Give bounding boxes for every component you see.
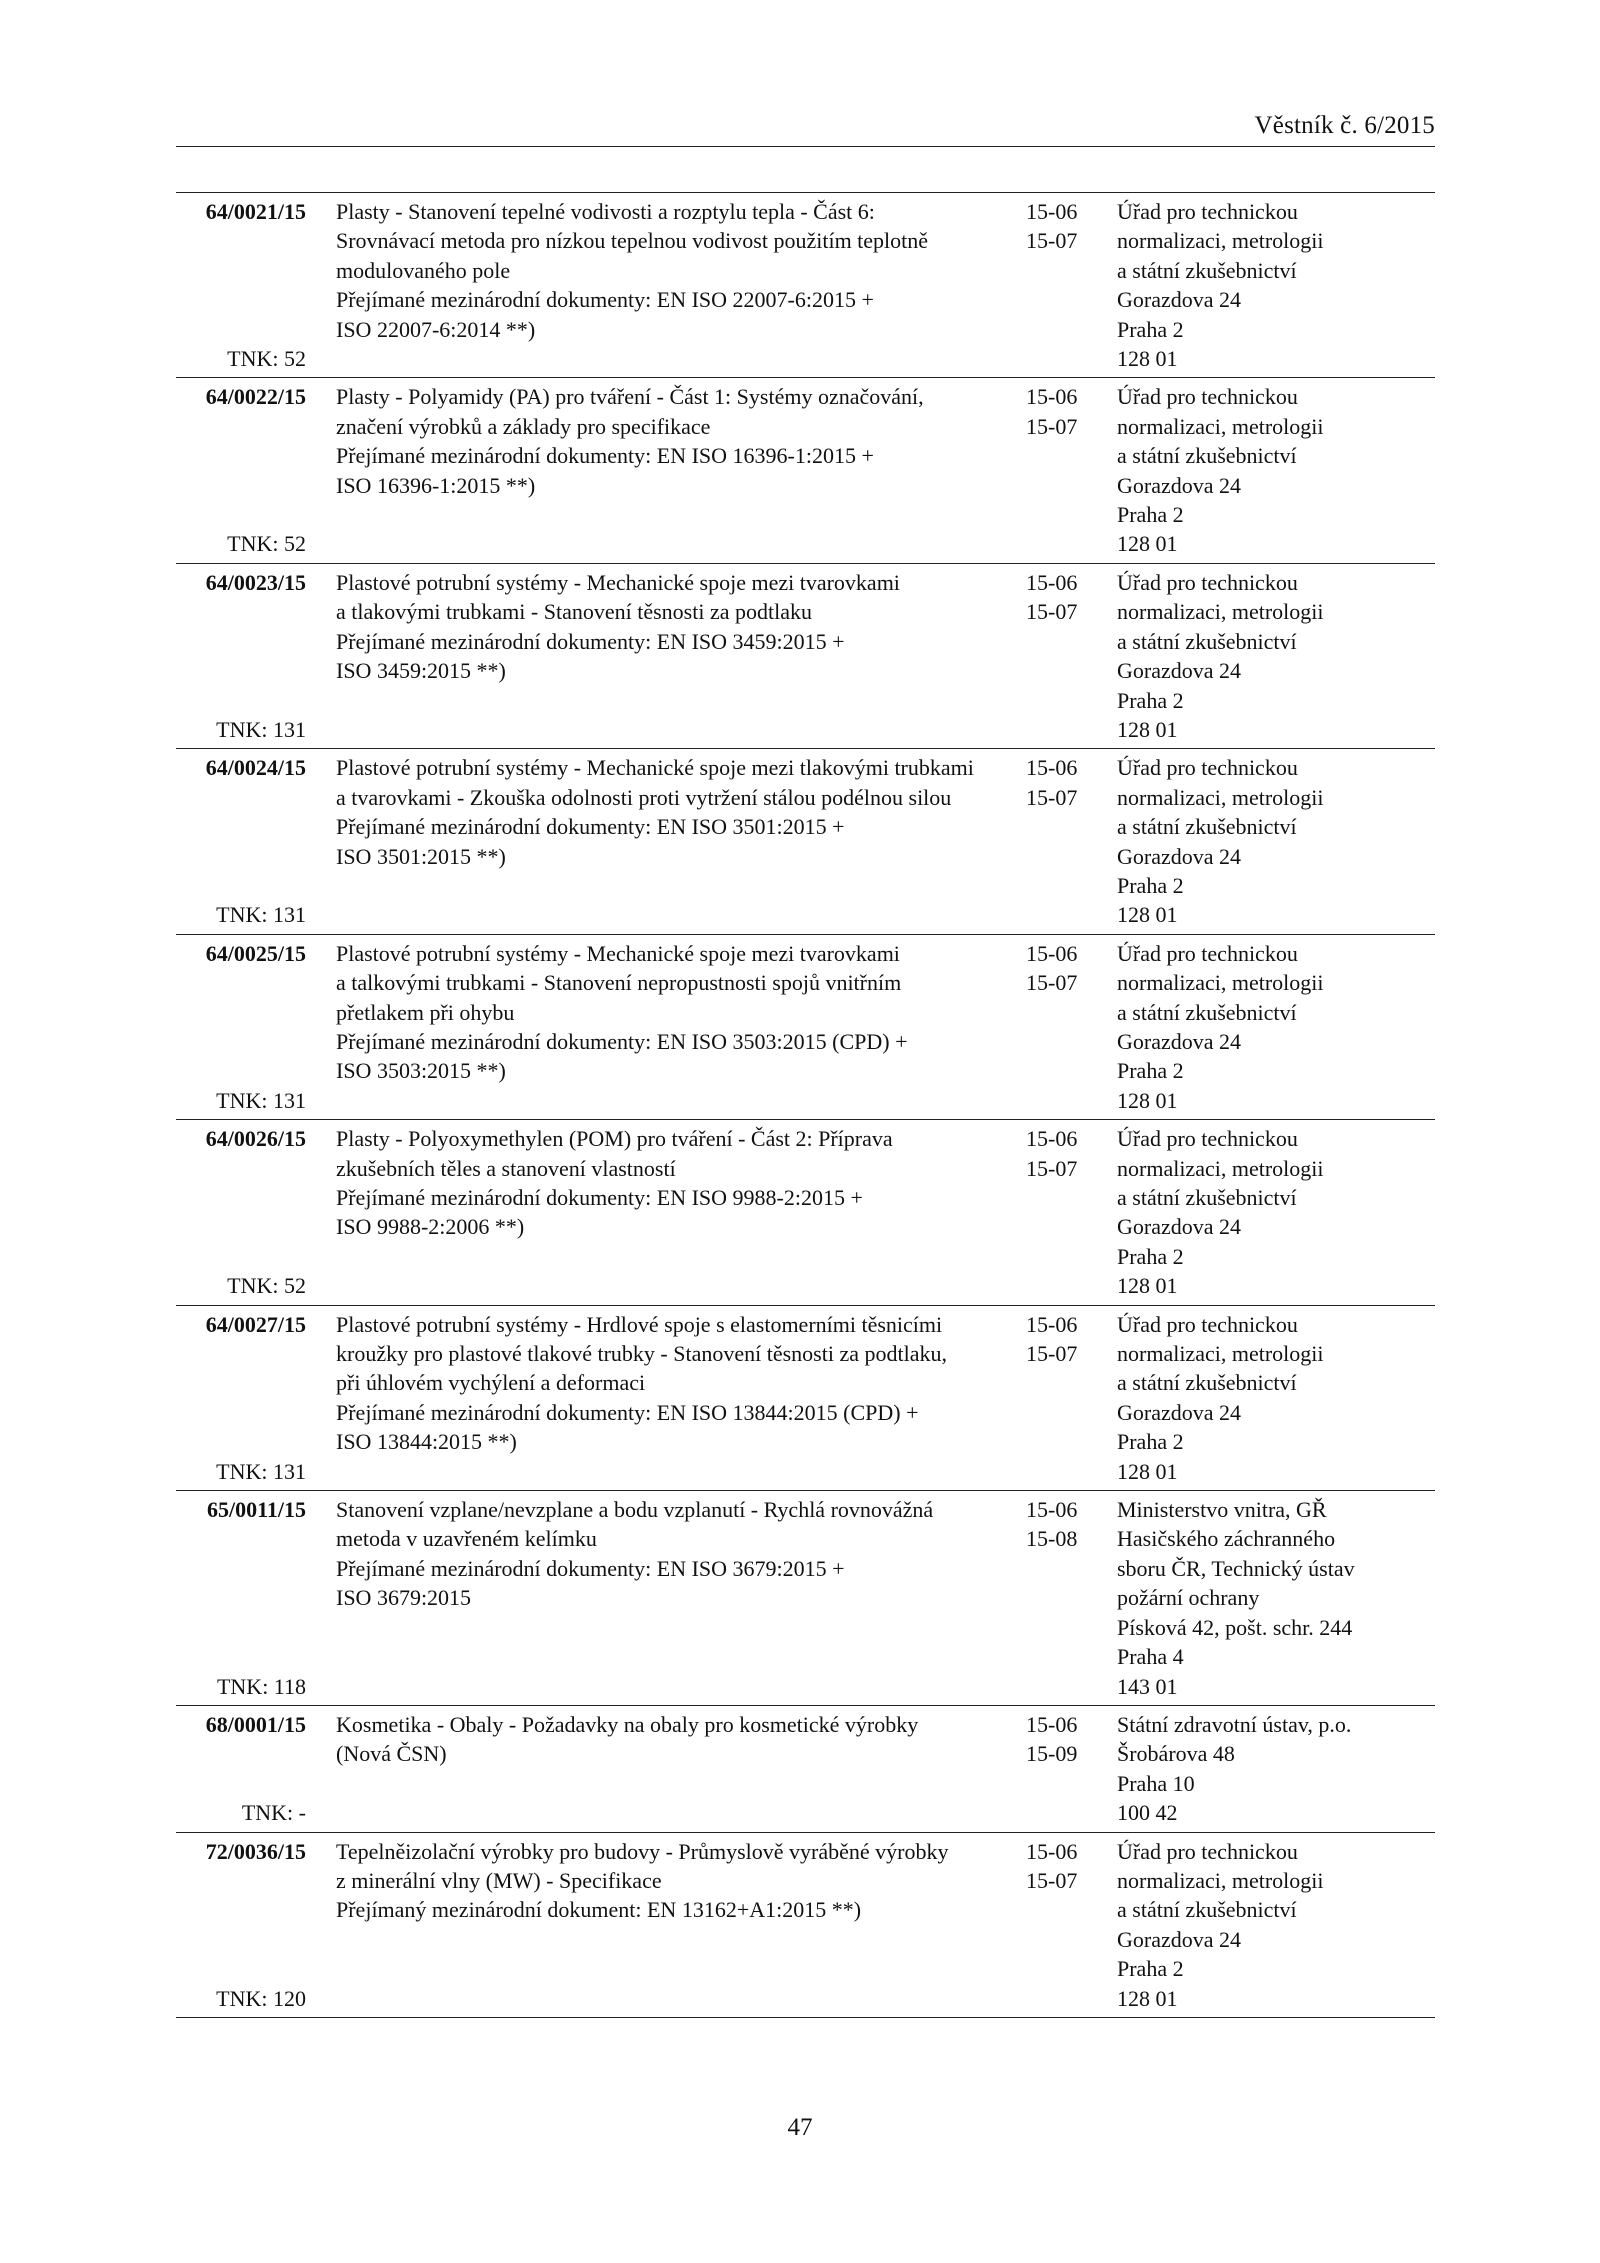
entry-id-cell bbox=[176, 1710, 306, 1828]
entry-office: Úřad pro technickou normalizaci, metrologii a státní zkušebnictví Gorazdova 24 Praha 2 128 01 bbox=[1117, 1126, 1324, 1299]
entry-id-cell bbox=[176, 1124, 306, 1300]
entry-tnk: TNK: 131 bbox=[216, 716, 306, 742]
entry-tnk: TNK: 131 bbox=[216, 1087, 306, 1113]
entry-id-cell bbox=[176, 197, 306, 373]
page-header-title: Věstník č. 6/2015 bbox=[1254, 112, 1435, 139]
entry-dates: 15-06 15-07 bbox=[1026, 755, 1078, 810]
entry-code: 65/0011/15 bbox=[206, 1497, 306, 1523]
entry-office: Úřad pro technickou normalizaci, metrologii a státní zkušebnictví Gorazdova 24 Praha 2 128 01 bbox=[1117, 569, 1324, 742]
header-rule bbox=[176, 146, 1435, 147]
entry-dates: 15-06 15-09 bbox=[1026, 1711, 1078, 1767]
table-row bbox=[176, 378, 1435, 563]
entry-office: Úřad pro technickou normalizaci, metrologii a státní zkušebnictví Gorazdova 24 Praha 2 128 01 bbox=[1117, 199, 1324, 372]
entry-dates: 15-06 15-07 bbox=[1026, 569, 1078, 625]
table-row bbox=[176, 1491, 1435, 1706]
entry-dates: 15-06 15-07 bbox=[1026, 199, 1078, 254]
entry-title: Tepelněizolační výrobky pro budovy - Průmyslově vyráběné výrobky z minerální vlny (MW) - Specifikace Přejímaný mezinárodní dokument: EN 13162+A1:2015 **) bbox=[336, 1838, 949, 1923]
entry-tnk: TNK: 131 bbox=[216, 1458, 306, 1484]
entry-tnk: TNK: 131 bbox=[216, 902, 306, 928]
entry-code: 64/0021/15 bbox=[205, 199, 306, 224]
table-row bbox=[176, 564, 1435, 749]
entry-code: 64/0025/15 bbox=[205, 940, 306, 966]
entry-office: Úřad pro technickou normalizaci, metrologii a státní zkušebnictví Gorazdova 24 Praha 2 128 01 bbox=[1117, 1838, 1324, 2011]
entry-code: 64/0023/15 bbox=[205, 569, 306, 595]
entry-tnk: TNK: - bbox=[241, 1800, 306, 1826]
entry-title: Plasty - Polyamidy (PA) pro tváření - Část 1: Systémy označování, značení výrobků a základy pro specifikace Přejímané mezinárodní dokumenty: EN ISO 16396-1:2015 + ISO 16396-1:2015 **) bbox=[336, 384, 924, 498]
entry-office: Úřad pro technickou normalizaci, metrologii a státní zkušebnictví Gorazdova 24 Praha 2 128 01 bbox=[1117, 940, 1324, 1113]
entry-dates: 15-06 15-08 bbox=[1026, 1497, 1078, 1552]
entry-tnk: TNK: 120 bbox=[216, 1985, 306, 2011]
entry-code: 72/0036/15 bbox=[205, 1838, 306, 1864]
entry-title: Plasty - Polyoxymethylen (POM) pro tváření - Část 2: Příprava zkušebních těles a stanovení vlastností Přejímané mezinárodní dokumenty: EN ISO 9988-2:2015 + ISO 9988-2:2006 **) bbox=[336, 1126, 893, 1240]
entry-code: 64/0027/15 bbox=[205, 1311, 306, 1337]
entry-title: Kosmetika - Obaly - Požadavky na obaly pro kosmetické výrobky (Nová ČSN) bbox=[336, 1711, 919, 1767]
table-row bbox=[176, 1706, 1435, 1833]
entry-tnk: TNK: 118 bbox=[216, 1673, 306, 1699]
entry-tnk: TNK: 52 bbox=[227, 346, 306, 372]
entry-id-cell bbox=[176, 1310, 306, 1486]
table-row bbox=[176, 1306, 1435, 1491]
entry-id-cell bbox=[176, 1837, 306, 2013]
entry-title: Plastové potrubní systémy - Mechanické spoje mezi tvarovkami a talkovými trubkami - Stanovení nepropustnosti spojů vnitřním přetlakem při ohybu Přejímané mezinárodní dokumenty: EN ISO 3503:2015 (CPD) + ISO 3503:2015 **) bbox=[336, 940, 908, 1084]
entry-id-cell bbox=[176, 568, 306, 744]
entry-code: 64/0026/15 bbox=[205, 1126, 306, 1152]
table-row bbox=[176, 193, 1435, 378]
entry-id-cell bbox=[176, 939, 306, 1115]
entry-title: Plastové potrubní systémy - Mechanické spoje mezi tlakovými trubkami a tvarovkami - Zkouška odolnosti proti vytržení stálou podélnou silou Přejímané mezinárodní dokumenty: EN ISO 3501:2015 + ISO 3501:2015 **) bbox=[336, 755, 974, 869]
entry-id-cell bbox=[176, 382, 306, 558]
page-number: 47 bbox=[787, 2114, 813, 2141]
entry-tnk: TNK: 52 bbox=[227, 1273, 306, 1299]
entry-title: Plastové potrubní systémy - Mechanické spoje mezi tvarovkami a tlakovými trubkami - Stanovení těsnosti za podtlaku Přejímané mezinárodní dokumenty: EN ISO 3459:2015 + ISO 3459:2015 **) bbox=[336, 569, 900, 684]
entry-office: Státní zdravotní ústav, p.o. Šrobárova 48 Praha 10 100 42 bbox=[1117, 1711, 1352, 1826]
table-row bbox=[176, 935, 1435, 1120]
entry-tnk: TNK: 52 bbox=[227, 531, 306, 557]
entry-title: Stanovení vzplane/nevzplane a bodu vzplanutí - Rychlá rovnovážná metoda v uzavřeném kelímku Přejímané mezinárodní dokumenty: EN ISO 3679:2015 + ISO 3679:2015 bbox=[336, 1497, 934, 1611]
entry-dates: 15-06 15-07 bbox=[1026, 940, 1078, 996]
entry-office: Úřad pro technickou normalizaci, metrologii a státní zkušebnictví Gorazdova 24 Praha 2 128 01 bbox=[1117, 384, 1324, 557]
standards-table bbox=[176, 192, 1435, 2018]
entry-id-cell bbox=[176, 1495, 306, 1701]
entry-id-cell bbox=[176, 753, 306, 929]
entry-code: 64/0024/15 bbox=[205, 755, 306, 781]
entry-code: 64/0022/15 bbox=[205, 384, 306, 410]
table-row bbox=[176, 1120, 1435, 1305]
entry-office: Úřad pro technickou normalizaci, metrologii a státní zkušebnictví Gorazdova 24 Praha 2 128 01 bbox=[1117, 755, 1324, 928]
entry-title: Plastové potrubní systémy - Hrdlové spoje s elastomerními těsnicími kroužky pro plastové tlakové trubky - Stanovení těsnosti za podtlaku, při úhlovém vychýlení a deformaci Přejímané mezinárodní dokumenty: EN ISO 13844:2015 (CPD) + ISO 13844:2015 **) bbox=[336, 1311, 947, 1455]
entry-dates: 15-06 15-07 bbox=[1026, 1126, 1078, 1181]
table-row bbox=[176, 1833, 1435, 2018]
entry-office: Úřad pro technickou normalizaci, metrologii a státní zkušebnictví Gorazdova 24 Praha 2 128 01 bbox=[1117, 1311, 1324, 1484]
entry-code: 68/0001/15 bbox=[205, 1711, 306, 1737]
entry-title: Plasty - Stanovení tepelné vodivosti a rozptylu tepla - Část 6: Srovnávací metoda pro nízkou tepelnou vodivost použitím teplotně modulovaného pole Přejímané mezinárodní dokumenty: EN ISO 22007-6:2015 + ISO 22007-6:2014 **) bbox=[336, 199, 929, 342]
entry-dates: 15-06 15-07 bbox=[1026, 384, 1078, 439]
table-row bbox=[176, 749, 1435, 934]
entry-dates: 15-06 15-07 bbox=[1026, 1311, 1078, 1367]
entry-dates: 15-06 15-07 bbox=[1026, 1838, 1078, 1893]
entry-office: Ministerstvo vnitra, GŘ Hasičského záchranného sboru ČR, Technický ústav požární ochrany Písková 42, pošt. schr. 244 Praha 4 143 01 bbox=[1117, 1497, 1355, 1699]
